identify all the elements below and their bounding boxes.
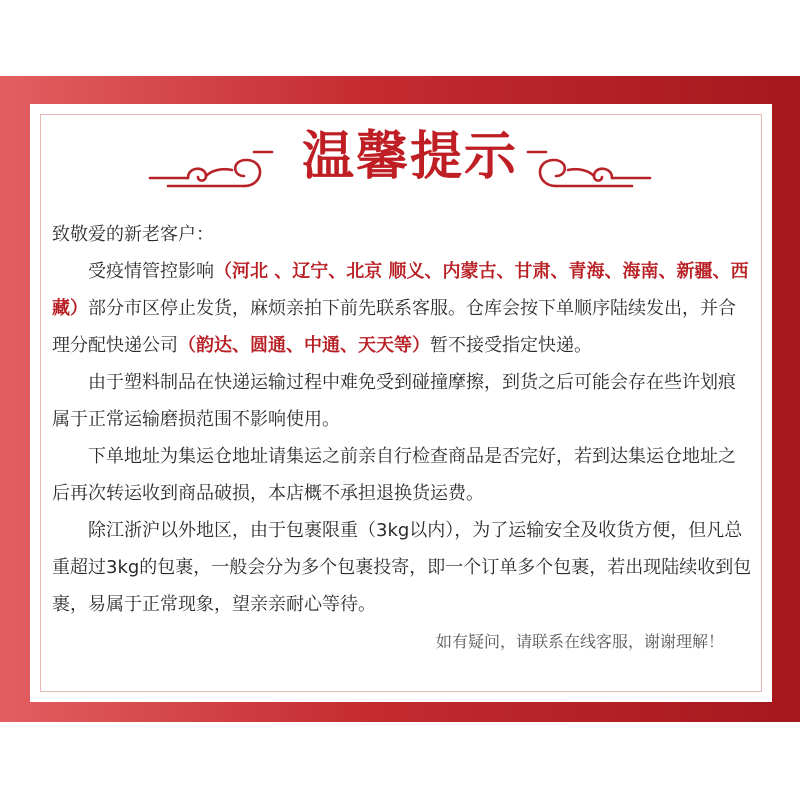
epidemic-intro: 受疫情管控影响 <box>88 261 214 282</box>
courier-note: 暂不接受指定快递。 <box>430 335 592 356</box>
paragraph-consolidation: 下单地址为集运仓地址请集运之前亲自行检查商品是否完好，若到达集运仓地址之后再次转运收到商品破损，本店概不承担退换货运费。 <box>52 446 736 504</box>
notice-body <box>52 216 752 660</box>
unavailable-couriers: （韵达、圆通、中通、天天等） <box>178 335 430 356</box>
greeting: 致敬爱的新老客户： <box>52 224 214 245</box>
paragraph-epidemic <box>52 253 752 364</box>
affected-regions: （河北 、辽宁、北京 顺义、内蒙古、甘肃、青海、海南、新疆、西藏） <box>52 261 749 319</box>
paragraph-scratches: 由于塑料制品在快递运输过程中难免受到碰撞摩擦，到货之后可能会存在些许划痕属于正常运输磨损范围不影响使用。 <box>52 372 736 430</box>
shipping-notice: 部分市区停止发货，麻烦亲拍下前先联系客服。仓库会按下单顺序陆续发出，并合理分配快递公司 <box>52 298 736 356</box>
notice-card <box>30 104 772 702</box>
page-title: 温馨提示 <box>301 126 518 187</box>
auspicious-cloud-left-icon <box>148 124 276 194</box>
auspicious-cloud-right-icon <box>524 124 652 194</box>
paragraph-weight-limit: 除江浙沪以外地区，由于包裹限重（3kg以内），为了运输安全及收货方便，但凡总重超过3kg的包裹，一般会分为多个包裹投寄，即一个订单多个包裹，若出现陆续收到包裹，易属于正常现象，望亲亲耐心等待。 <box>52 520 752 615</box>
title-row <box>30 124 772 194</box>
closing-note: 如有疑问，请联系在线客服，谢谢理解！ <box>435 632 724 651</box>
